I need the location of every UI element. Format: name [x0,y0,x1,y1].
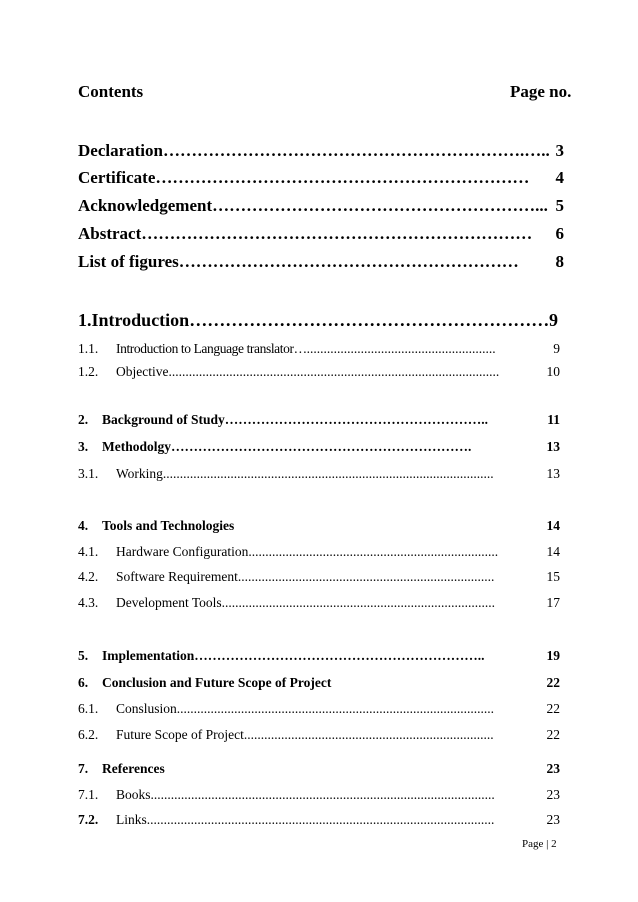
page-number-footer: Page | 2 [522,838,557,850]
toc-entry-title: Objective [116,364,169,379]
toc-entry-title: Conslusion [116,701,177,716]
toc-entry-4-2[interactable] [78,569,560,585]
toc-entry-number: 5. [78,648,89,663]
toc-entry-page: 11 [547,412,560,427]
dot-leader: ............................................................................ [237,569,495,584]
toc-entry-page: 22 [546,701,560,716]
dot-leader: ................................................................................. [221,595,496,610]
toc-entry-number: 7. [78,761,89,776]
dot-leader: ........................................................ [306,341,496,356]
toc-entry-title: Background of Study [102,412,225,427]
dot-leader: ……………………………………………………….….. [162,141,550,160]
toc-entry-tools-and-technologies[interactable] [78,518,560,534]
toc-entry-page: 22 [546,675,560,690]
toc-entry-title: Methodolgy [102,439,171,454]
toc-entry-list-of-figures[interactable] [78,252,564,272]
dot-leader: …………………………………………………… [189,310,549,330]
dot-leader: ………………………………………………………… [155,168,530,187]
toc-entry-title: Implementation [102,648,195,663]
dot-leader: ………………………………………………….. [224,412,489,427]
toc-entry-title: Certificate [78,168,156,187]
toc-entry-page: 23 [546,761,560,776]
toc-entry-page: 22 [546,727,560,742]
toc-entry-page: 14 [546,518,560,533]
toc-entry-title: Conclusion and Future Scope of Project [102,675,332,690]
toc-entry-number: 7.2. [78,812,99,827]
dot-leader: …………………………………………………………… [141,224,533,243]
toc-entry-title: Hardware Configuration [116,544,249,559]
toc-entry-page: 17 [546,595,560,610]
toc-entry-abstract[interactable] [78,224,564,244]
toc-entry-page: 3 [555,141,564,160]
toc-entry-title: List of figures [78,252,179,271]
toc-entry-page: 9 [553,341,560,356]
toc-entry-number: 4.2. [78,569,99,584]
toc-entry-page: 15 [546,569,560,584]
toc-entry-title: Working [116,466,163,481]
toc-entry-title: Tools and Technologies [102,518,235,533]
toc-entry-page: 19 [546,648,560,663]
toc-entry-background-of-study[interactable] [78,412,560,428]
toc-entry-number: 3. [78,439,89,454]
toc-entry-title: Acknowledgement [78,196,213,215]
toc-entry-title: 1.Introduction [78,310,190,330]
toc-entry-1-2[interactable] [78,364,560,380]
toc-entry-page: 8 [555,252,564,271]
toc-entry-page: 5 [555,196,564,215]
toc-entry-page: 13 [546,439,560,454]
toc-entry-number: 7.1. [78,787,99,802]
toc-entry-7-1[interactable] [78,787,560,803]
toc-entry-6-1[interactable] [78,701,560,717]
toc-entry-implementation[interactable] [78,648,560,664]
toc-entry-page: 6 [555,224,564,243]
toc-entry-methodolgy[interactable] [78,439,560,455]
dot-leader: ....................................................................................................... [146,812,495,827]
toc-entry-number: 6.2. [78,727,99,742]
toc-entry-title: Development Tools [116,595,222,610]
dot-leader: ……………………………………………………….. [194,648,485,663]
toc-entry-number: 6. [78,675,89,690]
toc-entry-number: 6.1. [78,701,99,716]
dot-leader: ...................................................................................................... [150,787,495,802]
toc-entry-title: Software Requirement [116,569,238,584]
toc-entry-introduction[interactable] [78,310,558,331]
toc-entry-title: Declaration [78,141,163,160]
toc-entry-number: 4. [78,518,89,533]
toc-entry-conclusion[interactable] [78,675,560,691]
toc-entry-number: 1.1. [78,341,99,356]
toc-entry-3-1[interactable] [78,466,560,482]
dot-leader: .................................................................................................. [162,466,494,481]
dot-leader: .......................................................................... [248,544,499,559]
toc-entry-6-2[interactable] [78,727,560,743]
toc-entry-number: 3.1. [78,466,99,481]
toc-entry-title: Introduction to Language translator… [116,341,307,356]
toc-entry-number: 4.3. [78,595,99,610]
toc-entry-4-3[interactable] [78,595,560,611]
page-no-heading: Page no. [510,82,572,101]
dot-leader: .................................................................................................. [168,364,500,379]
toc-entry-page: 4 [555,168,564,187]
toc-entry-number: 4.1. [78,544,99,559]
toc-entry-title: Future Scope of Project [116,727,244,742]
toc-entry-title: Links [116,812,147,827]
toc-entry-declaration[interactable] [78,141,564,161]
toc-entry-number: 2. [78,412,89,427]
contents-heading: Contents [78,82,144,101]
toc-entry-title: References [102,761,165,776]
toc-entry-page: 23 [546,812,560,827]
toc-entry-references[interactable] [78,761,560,777]
toc-entry-1-1[interactable] [78,341,560,357]
toc-entry-page: 10 [546,364,560,379]
toc-entry-title: Abstract [78,224,142,243]
toc-entry-number: 1.2. [78,364,99,379]
toc-entry-page: 23 [546,787,560,802]
toc-entry-7-2[interactable] [78,812,560,828]
toc-entry-page: 14 [546,544,560,559]
toc-entry-acknowledgement[interactable] [78,196,564,216]
toc-entry-page: 13 [546,466,560,481]
dot-leader: .......................................................................... [243,727,494,742]
toc-entry-4-1[interactable] [78,544,560,560]
dot-leader: …………………………………………………... [212,196,548,215]
dot-leader: .............................................................................................. [176,701,495,716]
toc-entry-page: 9 [549,310,558,330]
toc-entry-title: Books [116,787,151,802]
dot-leader: …………………………………………………… [178,252,519,271]
dot-leader: …………………………………………………………. [171,439,472,454]
toc-entry-certificate[interactable] [78,168,564,188]
